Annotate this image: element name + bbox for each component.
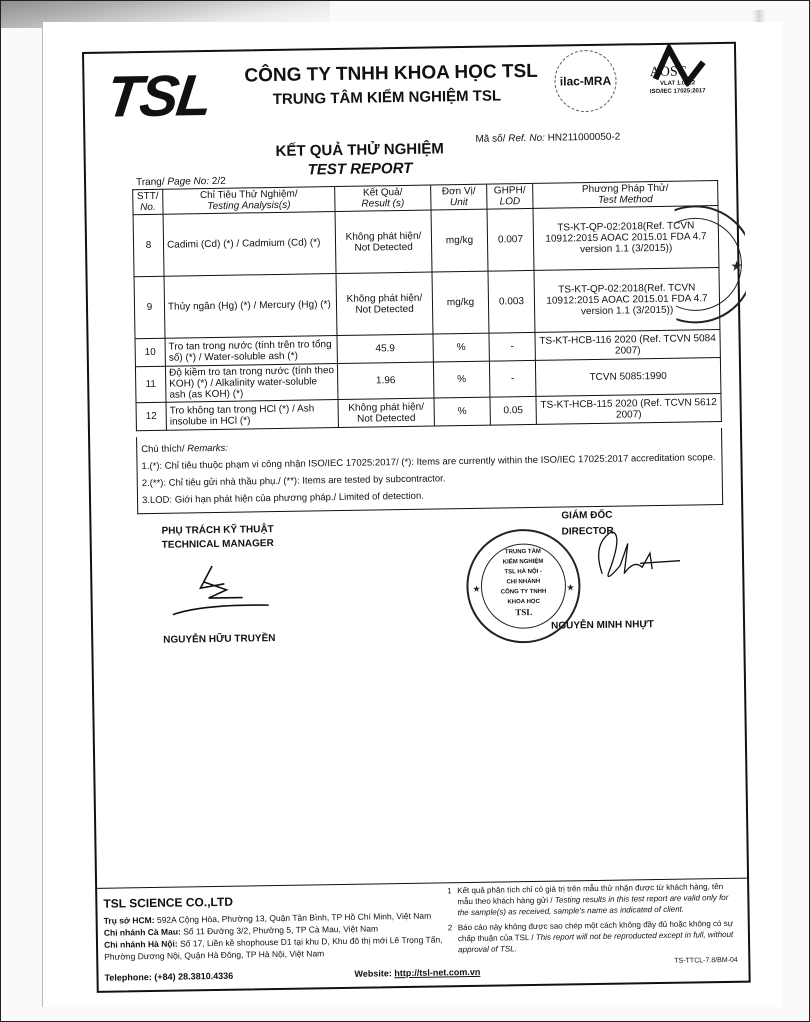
page-label-vn: Trang/ <box>135 176 165 189</box>
cell-result: Không phát hiện/ Not Detected <box>338 398 434 428</box>
technical-manager-signature <box>162 557 273 619</box>
footer-note: 2 Báo cáo này không được sao chép một cách không đầy đủ hoặc không có sự chấp thuận của TSL / This report will not be reproducted except in full, without approval of TSL. <box>447 918 734 955</box>
cell-analysis: Cadimi (Cd) (*) / Cadmium (Cd) (*) <box>163 212 336 277</box>
cell-analysis: Độ kiềm tro tan trong nước (tính theo KOH) (*) / Alkalinity water-soluble ash (as KOH) (*) <box>165 364 338 403</box>
tsl-logo: TSL <box>102 62 215 130</box>
cell-result: 1.96 <box>337 362 434 400</box>
remark-item: 3.LOD: Giới hạn phát hiện của phương pháp./ Limited of detection. <box>141 490 424 507</box>
footer-note: 1 Kết quả phân tích chỉ có giá trị trên mẫu thử nhận được từ khách hàng, tên mẫu theo khách hàng gửi / Testing results in this test report are valid only for the sample(s) as received, sample's name as indicated of client. <box>447 882 729 918</box>
cell-lod: - <box>489 360 536 397</box>
results-table <box>132 180 722 431</box>
director-name: NGUYỄN MINH NHỰT <box>550 619 654 632</box>
footer-company: TSL SCIENCE CO.,LTD <box>103 894 234 911</box>
ref-label-en: Ref. No: <box>508 132 545 145</box>
cell-analysis: Tro không tan trong HCl (*) / Ash insolube in HCl (*) <box>166 400 338 431</box>
ref-value: HN211000050-2 <box>547 131 621 144</box>
stamp-center-text: TRUNG TÂM KIỂM NGHIỆM TSL HÀ NỘI - CHI NHÁNH CÔNG TY TNHH KHOA HỌC TSL <box>500 548 547 618</box>
cell-method: TS-KT-HCB-116 2020 (Ref. TCVN 5084 2007) <box>535 330 720 361</box>
technical-manager-name: NGUYỄN HỮU TRUYỀN <box>163 633 276 646</box>
cell-method: TS-KT-HCB-115 2020 (Ref. TCVN 5612 2007) <box>536 394 721 425</box>
page-label-en: Page No: <box>167 176 210 188</box>
cell-no: 10 <box>135 338 165 366</box>
title-en: TEST REPORT <box>307 159 413 179</box>
cell-lod: 0.05 <box>490 396 536 425</box>
cell-unit: mg/kg <box>431 209 488 272</box>
page-number <box>136 176 226 188</box>
aosc-logo <box>632 44 723 95</box>
ref-label-vn: Mã số/ <box>475 133 506 145</box>
remarks-section <box>136 428 723 514</box>
cell-method: TS-KT-QP-02:2018(Ref. TCVN 10912:2015 AOAC 2015.01 FDA 4.7 version 1.1 (3/2015)) <box>534 268 720 333</box>
website-link[interactable]: http://tsl-net.com.vn <box>394 966 481 979</box>
cell-unit: % <box>434 397 490 426</box>
svg-text:★: ★ <box>566 582 575 593</box>
aosc-label: AOSC <box>649 64 688 81</box>
signature-section <box>91 509 743 666</box>
cell-lod: 0.007 <box>487 208 534 271</box>
header-result: Kết Quả/ Result (s) <box>335 185 431 212</box>
reference-number <box>475 132 620 145</box>
remark-item: 2.(**): Chỉ tiêu gửi nhà thầu phụ./ (**): Items are tested by subcontractor. <box>141 473 446 490</box>
cell-analysis: Thủy ngân (Hg) (*) / Mercury (Hg) (*) <box>164 274 337 339</box>
aosc-vlat: VLAT 1.0322 <box>659 80 696 87</box>
stamp-icon <box>674 199 746 330</box>
cell-method: TCVN 5085:1990 <box>535 358 721 397</box>
cell-unit: % <box>433 333 489 362</box>
title-vn: KẾT QUẢ THỬ NGHIỆM <box>275 140 444 160</box>
header-lod: GHPH/ LOD <box>487 183 533 209</box>
cell-unit: mg/kg <box>432 271 489 334</box>
test-report-document <box>82 42 751 993</box>
cell-no: 9 <box>134 276 165 338</box>
cell-no: 8 <box>133 214 164 276</box>
cell-method: TS-KT-QP-02:2018(Ref. TCVN 10912:2015 AOAC 2015.01 FDA 4.7 version 1.1 (3/2015)) <box>533 206 719 271</box>
cell-lod: 0.003 <box>488 270 535 333</box>
center-name: TRUNG TÂM KIỂM NGHIỆM TSL <box>272 87 502 109</box>
remarks-label: Chú thích/ Remarks: <box>141 442 228 456</box>
ilac-mra-logo <box>554 50 617 113</box>
company-name: CÔNG TY TNHH KHOA HỌC TSL <box>244 60 538 87</box>
director-signature <box>571 523 682 595</box>
ilac-label: ilac-MRA <box>559 73 612 89</box>
table-row <box>133 206 719 277</box>
table-row <box>134 268 720 339</box>
cell-result: Không phát hiện/ Not Detected <box>335 210 432 274</box>
svg-text:★: ★ <box>730 257 744 274</box>
report-title <box>275 140 444 179</box>
cell-analysis: Tro tan trong nước (tính trên tro tổng số) (*) / Water-soluble ash (*) <box>165 336 337 367</box>
aosc-iso: ISO/IEC 17025:2017 <box>649 88 706 96</box>
side-stamp-partial <box>674 199 746 330</box>
header-unit: Đơn Vị/ Unit <box>431 184 487 210</box>
director-title: GIÁM ĐỐC DIRECTOR <box>561 509 614 538</box>
header-method: Phương Pháp Thử/ Test Method <box>533 181 718 209</box>
document-footer <box>97 878 748 988</box>
cell-result: Không phát hiện/ Not Detected <box>336 272 433 336</box>
cell-unit: % <box>433 361 490 398</box>
remark-item: 1.(*): Chỉ tiêu thuộc phạm vi công nhận ISO/IEC 17025:2017/ (*): Items are currently within the ISO/IEC 17025:2017 accreditation scope. <box>141 452 716 473</box>
cell-lod: - <box>489 332 535 361</box>
footer-telephone: Telephone: (+84) 28.3810.4336 <box>104 970 234 983</box>
document-header <box>84 44 735 134</box>
footer-addresses: Trụ sở HCM: 592A Cộng Hòa, Phường 13, Quận Tân Bình, TP Hồ Chí Minh, Việt Nam Chi nhánh Cà Mau: Số 11 Đường 3/2, Phường 5, TP Cà Mau, Việt Nam Chi nhánh Hà Nội: Số 17, Liền kề shophouse D1 tại khu D, Khu đô thị mới Lê Trọng Tấn, Phường Dương Nội, Quận Hà Đông, TP Hà Nội, Việt Nam <box>103 910 443 962</box>
cell-no: 12 <box>136 402 166 430</box>
header-analysis: Chỉ Tiêu Thử Nghiệm/ Testing Analysis(s) <box>163 187 335 215</box>
svg-text:★: ★ <box>472 583 481 594</box>
cell-result: 45.9 <box>337 334 433 364</box>
technical-manager-title: PHỤ TRÁCH KỸ THUẬT TECHNICAL MANAGER <box>161 524 274 551</box>
footer-notes <box>447 881 740 960</box>
footer-website: Website: http://tsl-net.com.vn <box>354 966 481 979</box>
header-no: STT/ No. <box>133 189 163 214</box>
page-value: 2/2 <box>211 175 226 187</box>
cell-no: 11 <box>135 366 166 402</box>
form-code: TS-TTCL-7.8/BM-04 <box>674 956 738 965</box>
